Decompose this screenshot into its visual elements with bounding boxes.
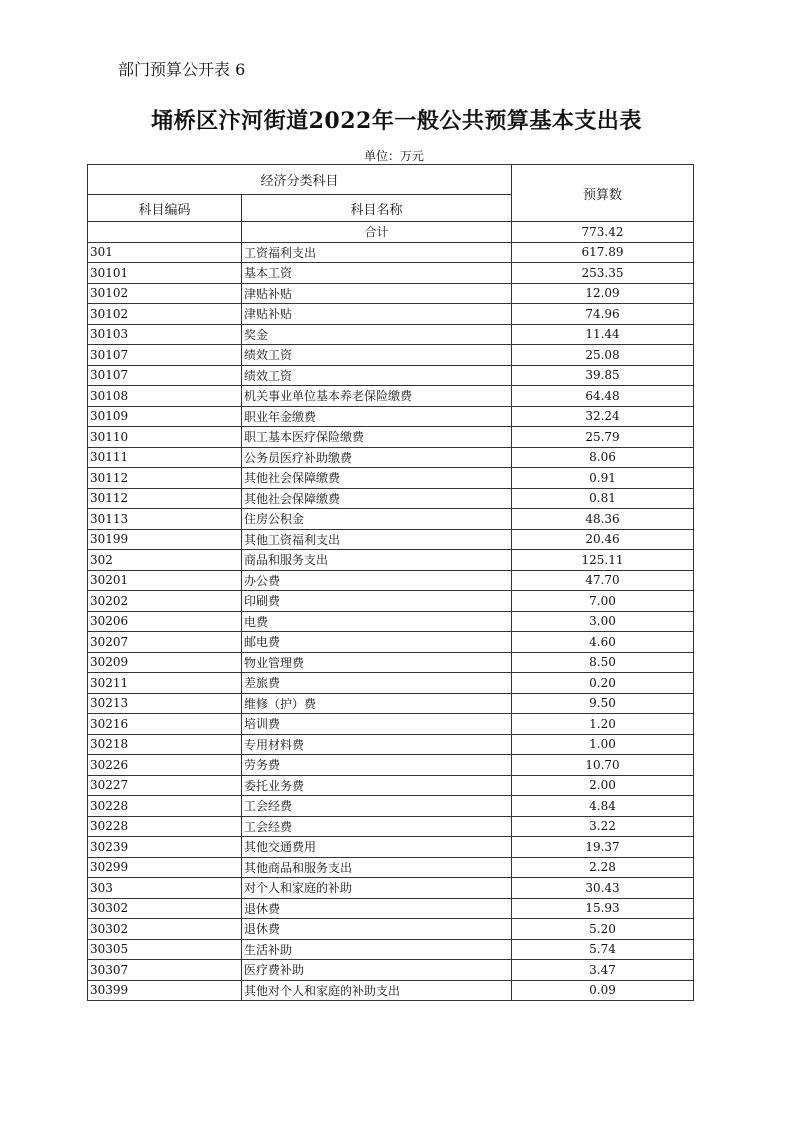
total-label: 合计 bbox=[242, 222, 512, 243]
table-row bbox=[88, 673, 694, 694]
row-name: 劳务费 bbox=[242, 755, 512, 776]
table-row bbox=[88, 427, 694, 448]
row-amount: 10.70 bbox=[512, 755, 694, 776]
row-code: 30216 bbox=[88, 714, 242, 735]
row-amount: 47.70 bbox=[512, 570, 694, 591]
row-name: 办公费 bbox=[242, 570, 512, 591]
table-row bbox=[88, 898, 694, 919]
row-code: 30302 bbox=[88, 898, 242, 919]
table-row bbox=[88, 734, 694, 755]
table-row bbox=[88, 652, 694, 673]
unit-label: 单位：万元 bbox=[364, 149, 425, 163]
budget-table bbox=[87, 164, 694, 1001]
row-code: 30111 bbox=[88, 447, 242, 468]
row-amount: 0.09 bbox=[512, 980, 694, 1001]
table-row bbox=[88, 939, 694, 960]
row-code: 301 bbox=[88, 242, 242, 263]
row-name: 公务员医疗补助缴费 bbox=[242, 447, 512, 468]
row-name: 基本工资 bbox=[242, 263, 512, 284]
row-code: 30108 bbox=[88, 386, 242, 407]
row-code: 303 bbox=[88, 878, 242, 899]
row-amount: 0.20 bbox=[512, 673, 694, 694]
row-amount: 0.91 bbox=[512, 468, 694, 489]
row-name: 其他社会保障缴费 bbox=[242, 468, 512, 489]
row-name: 其他社会保障缴费 bbox=[242, 488, 512, 509]
row-amount: 8.50 bbox=[512, 652, 694, 673]
row-code: 30399 bbox=[88, 980, 242, 1001]
header-row-group bbox=[88, 165, 694, 195]
row-amount: 5.20 bbox=[512, 919, 694, 940]
row-name: 奖金 bbox=[242, 324, 512, 345]
row-amount: 4.60 bbox=[512, 632, 694, 653]
row-name: 委托业务费 bbox=[242, 775, 512, 796]
row-code: 30199 bbox=[88, 529, 242, 550]
row-name: 绩效工资 bbox=[242, 345, 512, 366]
table-row bbox=[88, 283, 694, 304]
row-amount: 15.93 bbox=[512, 898, 694, 919]
row-name: 津贴补贴 bbox=[242, 283, 512, 304]
row-name: 其他对个人和家庭的补助支出 bbox=[242, 980, 512, 1001]
row-name: 机关事业单位基本养老保险缴费 bbox=[242, 386, 512, 407]
total-row bbox=[88, 222, 694, 243]
row-name: 生活补助 bbox=[242, 939, 512, 960]
row-name: 津贴补贴 bbox=[242, 304, 512, 325]
row-amount: 2.00 bbox=[512, 775, 694, 796]
table-row bbox=[88, 263, 694, 284]
row-name: 绩效工资 bbox=[242, 365, 512, 386]
row-code: 30113 bbox=[88, 509, 242, 530]
row-code: 30107 bbox=[88, 345, 242, 366]
total-code-cell bbox=[88, 222, 242, 243]
table-row bbox=[88, 345, 694, 366]
row-amount: 25.79 bbox=[512, 427, 694, 448]
table-row bbox=[88, 857, 694, 878]
header-name: 科目名称 bbox=[242, 195, 512, 222]
row-code: 30112 bbox=[88, 488, 242, 509]
row-amount: 2.28 bbox=[512, 857, 694, 878]
table-row bbox=[88, 837, 694, 858]
row-name: 对个人和家庭的补助 bbox=[242, 878, 512, 899]
table-row bbox=[88, 406, 694, 427]
row-name: 邮电费 bbox=[242, 632, 512, 653]
table-row bbox=[88, 386, 694, 407]
row-name: 退休费 bbox=[242, 898, 512, 919]
table-row bbox=[88, 304, 694, 325]
table-row bbox=[88, 755, 694, 776]
table-row bbox=[88, 796, 694, 817]
row-amount: 32.24 bbox=[512, 406, 694, 427]
row-code: 30239 bbox=[88, 837, 242, 858]
header-economic-category: 经济分类科目 bbox=[88, 165, 512, 195]
table-row bbox=[88, 591, 694, 612]
row-code: 30101 bbox=[88, 263, 242, 284]
row-amount: 11.44 bbox=[512, 324, 694, 345]
table-row bbox=[88, 365, 694, 386]
table-row bbox=[88, 980, 694, 1001]
row-name: 维修（护）费 bbox=[242, 693, 512, 714]
row-code: 30213 bbox=[88, 693, 242, 714]
document-label: 部门预算公开表 6 bbox=[118, 60, 246, 79]
table-row bbox=[88, 468, 694, 489]
header-code: 科目编码 bbox=[88, 195, 242, 222]
row-amount: 12.09 bbox=[512, 283, 694, 304]
row-name: 商品和服务支出 bbox=[242, 550, 512, 571]
row-name: 其他商品和服务支出 bbox=[242, 857, 512, 878]
row-name: 物业管理费 bbox=[242, 652, 512, 673]
row-code: 30209 bbox=[88, 652, 242, 673]
row-code: 30112 bbox=[88, 468, 242, 489]
row-name: 培训费 bbox=[242, 714, 512, 735]
total-value: 773.42 bbox=[512, 222, 694, 243]
row-code: 30299 bbox=[88, 857, 242, 878]
table-row bbox=[88, 878, 694, 899]
row-code: 30207 bbox=[88, 632, 242, 653]
row-amount: 253.35 bbox=[512, 263, 694, 284]
row-name: 工资福利支出 bbox=[242, 242, 512, 263]
table-row bbox=[88, 529, 694, 550]
page-title: 埇桥区汴河街道2022年一般公共预算基本支出表 bbox=[151, 108, 642, 134]
row-code: 30218 bbox=[88, 734, 242, 755]
table-row bbox=[88, 242, 694, 263]
table-row bbox=[88, 816, 694, 837]
row-code: 30227 bbox=[88, 775, 242, 796]
row-amount: 3.00 bbox=[512, 611, 694, 632]
row-code: 30102 bbox=[88, 283, 242, 304]
row-amount: 9.50 bbox=[512, 693, 694, 714]
row-amount: 64.48 bbox=[512, 386, 694, 407]
table-row bbox=[88, 632, 694, 653]
row-name: 差旅费 bbox=[242, 673, 512, 694]
table-row bbox=[88, 714, 694, 735]
table-row bbox=[88, 509, 694, 530]
table-row bbox=[88, 324, 694, 345]
row-amount: 1.00 bbox=[512, 734, 694, 755]
row-code: 30107 bbox=[88, 365, 242, 386]
row-code: 30305 bbox=[88, 939, 242, 960]
row-code: 30228 bbox=[88, 796, 242, 817]
table-row bbox=[88, 447, 694, 468]
row-amount: 1.20 bbox=[512, 714, 694, 735]
row-amount: 30.43 bbox=[512, 878, 694, 899]
header-budget: 预算数 bbox=[512, 165, 694, 222]
table-row bbox=[88, 550, 694, 571]
row-code: 30302 bbox=[88, 919, 242, 940]
row-amount: 3.22 bbox=[512, 816, 694, 837]
row-name: 住房公积金 bbox=[242, 509, 512, 530]
row-name: 医疗费补助 bbox=[242, 960, 512, 981]
row-amount: 8.06 bbox=[512, 447, 694, 468]
row-amount: 617.89 bbox=[512, 242, 694, 263]
row-amount: 19.37 bbox=[512, 837, 694, 858]
row-amount: 48.36 bbox=[512, 509, 694, 530]
row-code: 30228 bbox=[88, 816, 242, 837]
row-amount: 20.46 bbox=[512, 529, 694, 550]
table-row bbox=[88, 488, 694, 509]
row-name: 职业年金缴费 bbox=[242, 406, 512, 427]
row-code: 30226 bbox=[88, 755, 242, 776]
table-row bbox=[88, 919, 694, 940]
row-name: 其他工资福利支出 bbox=[242, 529, 512, 550]
row-amount: 4.84 bbox=[512, 796, 694, 817]
row-amount: 125.11 bbox=[512, 550, 694, 571]
row-code: 30110 bbox=[88, 427, 242, 448]
row-code: 30201 bbox=[88, 570, 242, 591]
row-name: 退休费 bbox=[242, 919, 512, 940]
row-code: 30307 bbox=[88, 960, 242, 981]
row-code: 30206 bbox=[88, 611, 242, 632]
table-row bbox=[88, 570, 694, 591]
row-amount: 74.96 bbox=[512, 304, 694, 325]
row-name: 印刷费 bbox=[242, 591, 512, 612]
row-code: 30211 bbox=[88, 673, 242, 694]
row-code: 30109 bbox=[88, 406, 242, 427]
row-name: 职工基本医疗保险缴费 bbox=[242, 427, 512, 448]
row-amount: 25.08 bbox=[512, 345, 694, 366]
row-name: 专用材料费 bbox=[242, 734, 512, 755]
row-amount: 7.00 bbox=[512, 591, 694, 612]
table-row bbox=[88, 611, 694, 632]
row-code: 30102 bbox=[88, 304, 242, 325]
row-name: 工会经费 bbox=[242, 816, 512, 837]
row-amount: 39.85 bbox=[512, 365, 694, 386]
row-amount: 3.47 bbox=[512, 960, 694, 981]
row-code: 30202 bbox=[88, 591, 242, 612]
row-name: 电费 bbox=[242, 611, 512, 632]
table-row bbox=[88, 693, 694, 714]
row-amount: 0.81 bbox=[512, 488, 694, 509]
row-code: 302 bbox=[88, 550, 242, 571]
row-code: 30103 bbox=[88, 324, 242, 345]
row-amount: 5.74 bbox=[512, 939, 694, 960]
table-row bbox=[88, 960, 694, 981]
row-name: 工会经费 bbox=[242, 796, 512, 817]
table-row bbox=[88, 775, 694, 796]
row-name: 其他交通费用 bbox=[242, 837, 512, 858]
